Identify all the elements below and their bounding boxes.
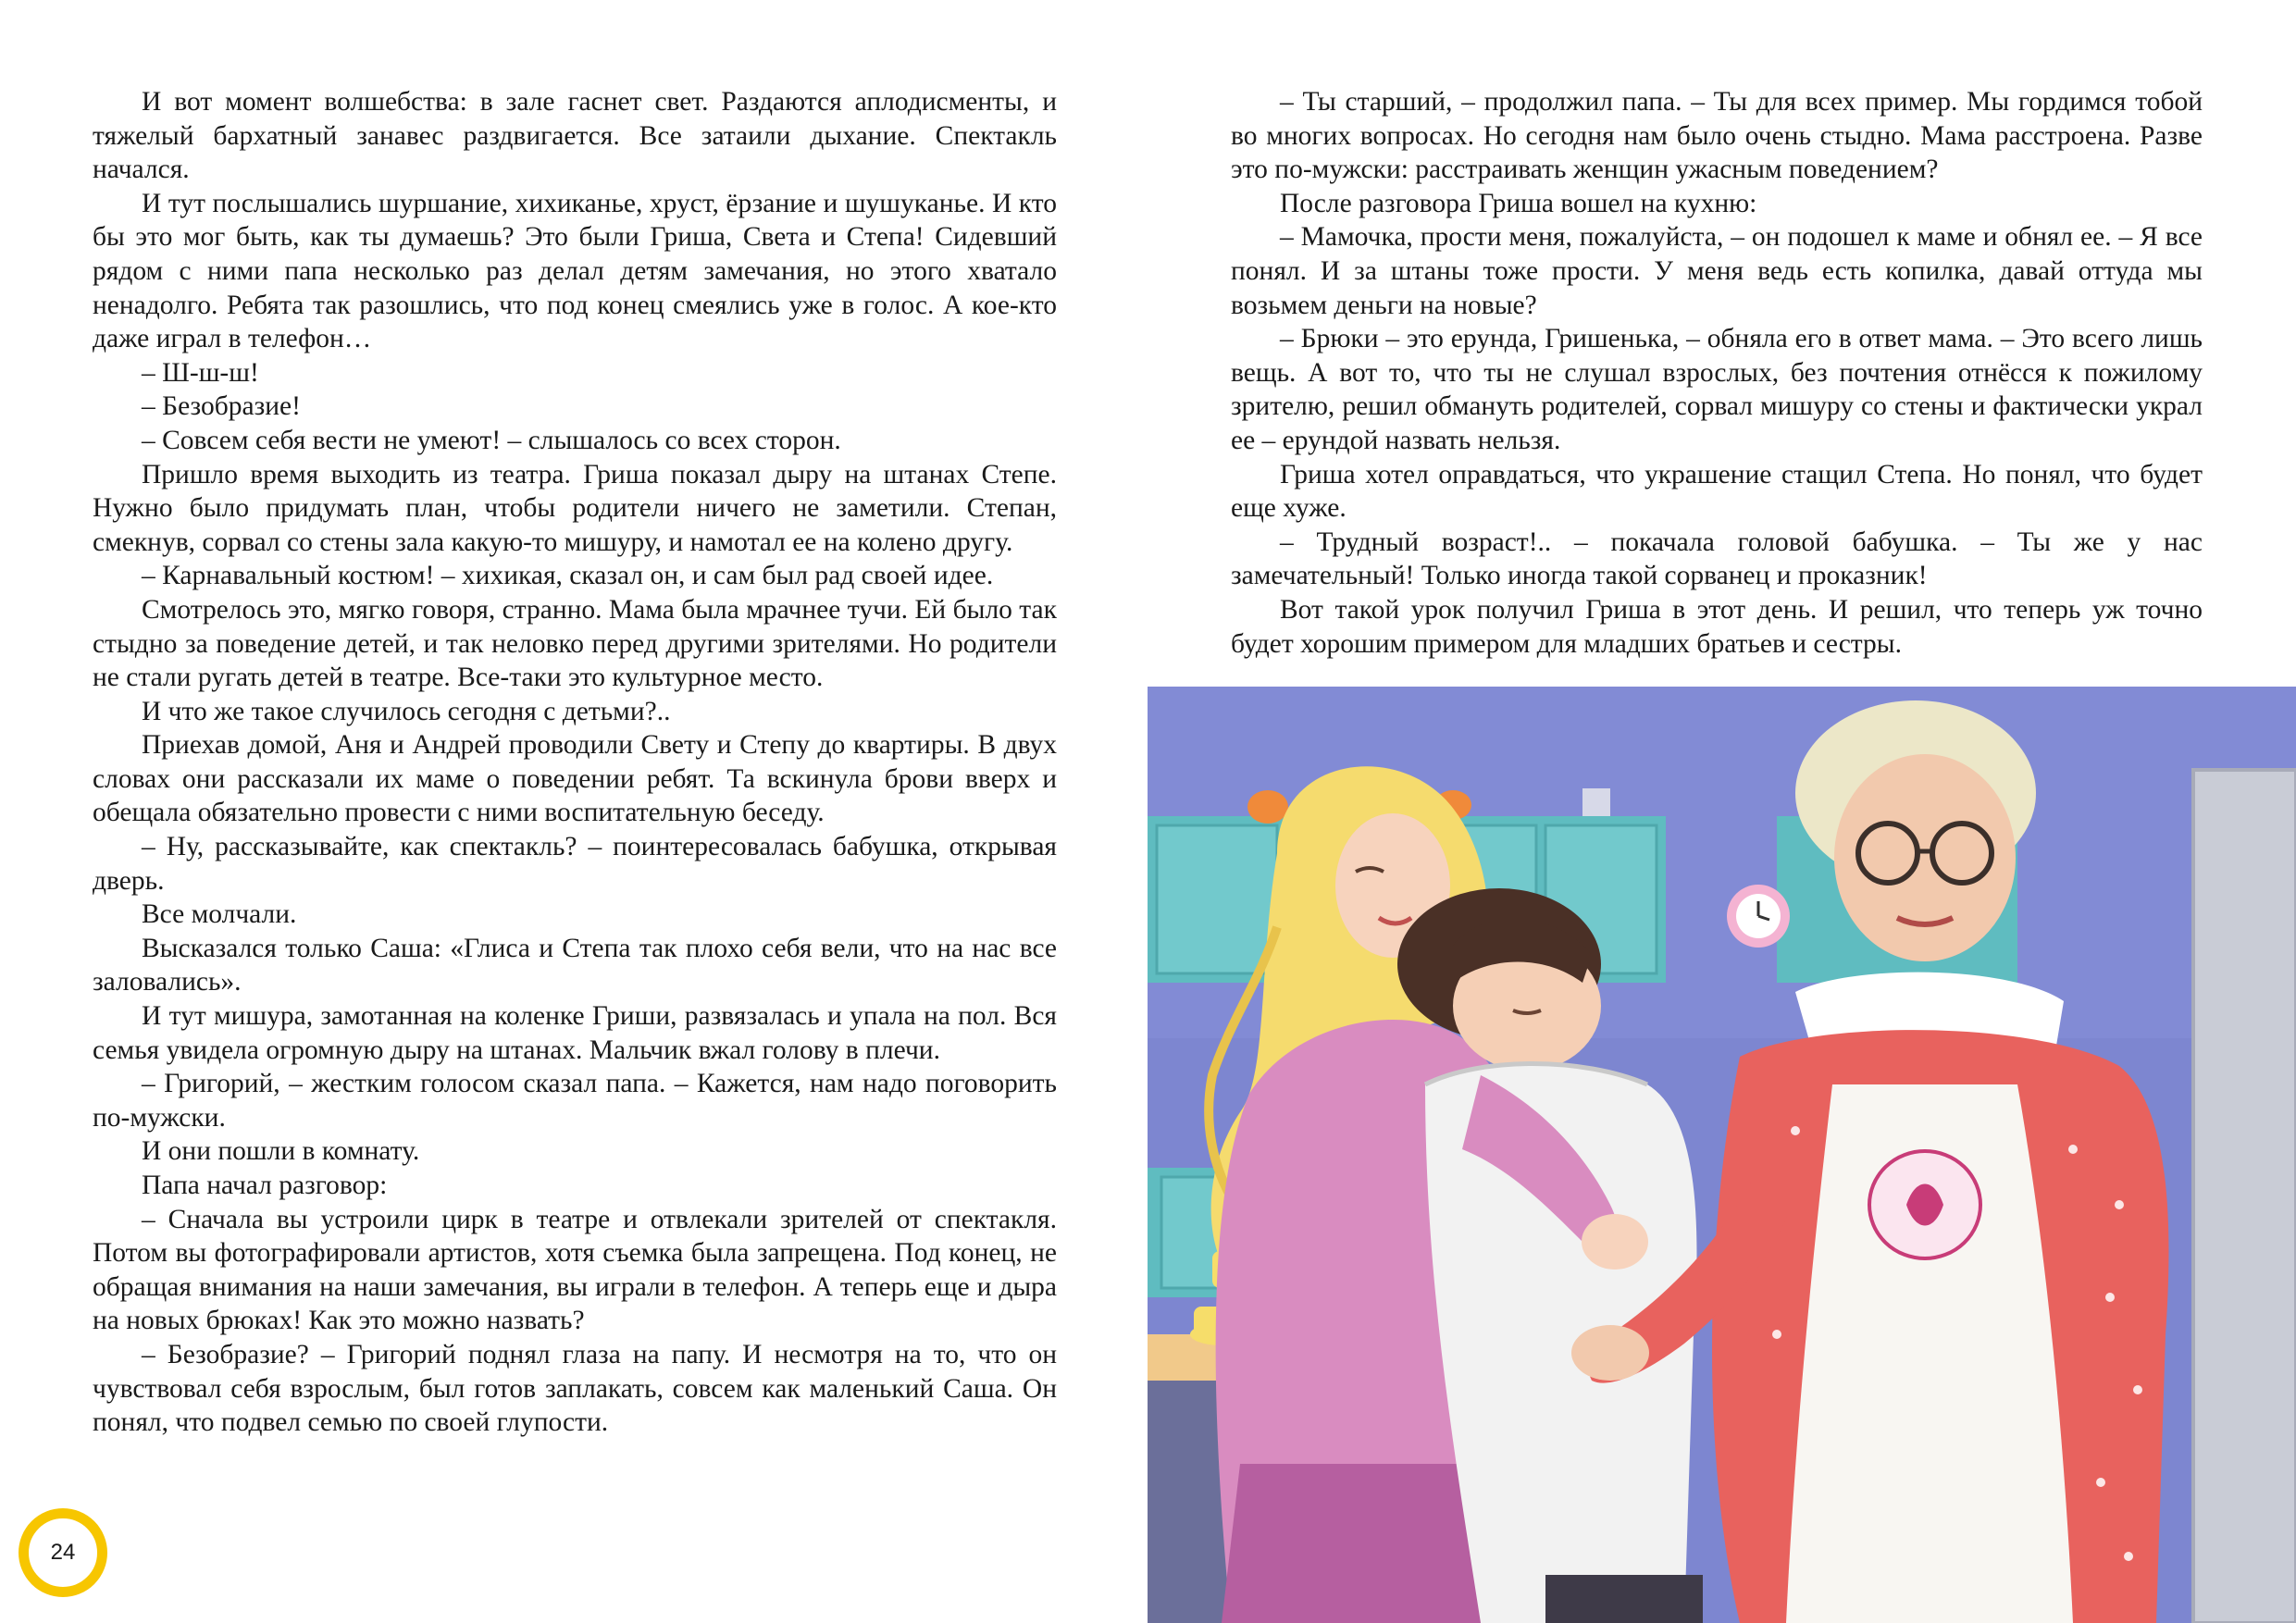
paragraph: И они пошли в комнату. (142, 1136, 420, 1167)
right-text-column (1231, 85, 2203, 661)
paragraph: – Мамочка, прости меня, пожалуйста, – он подошел к маме и обнял ее. – Я все понял. И за штаны тоже прости. У меня ведь есть копилка, давай оттуда мы возьмем деньги на новые? (1231, 222, 2203, 320)
paragraph: После разговора Гриша вошел на кухню: (1280, 188, 1757, 218)
paragraph: Высказался только Саша: «Глиса и Степа так плохо себя вели, что на нас все заловались». (93, 933, 1057, 997)
paragraph: – Совсем себя вести не умеют! – слышалось со всех сторон. (142, 425, 841, 455)
paragraph: – Безобразие? – Григорий поднял глаза на папу. И несмотря на то, что он чувствовал себя взрослым, был готов заплакать, совсем как маленький Саша. Он понял, что подвел семью по своей глупости. (93, 1339, 1057, 1438)
paragraph: Приехав домой, Аня и Андрей проводили Свету и Степу до квартиры. В двух словах они рассказали их маме о поведении ребят. Та вскинула брови вверх и обещала обязательно провести с ними воспитательную беседу. (93, 730, 1057, 828)
family-hug-illustration (1148, 687, 2296, 1623)
paragraph: – Ты старший, – продолжил папа. – Ты для всех пример. Мы гордимся тобой во многих вопросах. Но сегодня нам было очень стыдно. Мама расстроена. Разве это по-мужски: расстраивать женщин ужасным поведением? (1231, 87, 2203, 185)
paragraph: Пришло время выходить из театра. Гриша показал дыру на штанах Степе. Нужно было придумать план, чтобы родители ничего не заметили. Степан, смекнув, сорвал со стены зала какую-то мишуру, и намотал ее на колено другу. (93, 459, 1057, 557)
paragraph: – Брюки – это ерунда, Гришенька, – обняла его в ответ мама. – Это всего лишь вещь. А вот то, что ты не слушал взрослых, без почтения отнёсся к пожилому зрителю, решил обмануть родителей, сорвал мишуру со стены и фактически украл ее – ерундой назвать нельзя. (1231, 324, 2203, 455)
paragraph: – Григорий, – жестким голосом сказал папа. – Кажется, нам надо поговорить по-мужски. (93, 1069, 1057, 1133)
left-text-column (93, 85, 1057, 1440)
paragraph: – Ну, рассказывайте, как спектакль? – поинтересовалась бабушка, открывая дверь. (93, 832, 1057, 896)
paragraph: Папа начал разговор: (142, 1171, 388, 1200)
paragraph: И вот момент волшебства: в зале гаснет свет. Раздаются аплодисменты, и тяжелый бархатный занавес раздвигается. Все затаили дыхание. Спектакль начался. (93, 87, 1057, 185)
paragraph: Смотрелось это, мягко говоря, странно. Мама была мрачнее тучи. Ей было так стыдно за поведение детей, и так неловко перед другими зрителями. Но родители не стали ругать детей в театре. Все-таки это культурное место. (93, 594, 1057, 693)
paragraph: Все молчали. (142, 899, 297, 930)
paragraph: – Ш-ш-ш! (142, 357, 259, 388)
paragraph: – Сначала вы устроили цирк в театре и отвлекали зрителей от спектакля. Потом вы фотографировали артистов, хотя съемка была запрещена. Под конец, не обращая внимания на наши замечания, вы играли в телефон. А теперь еще и дыра на новых брюках! Как это можно назвать? (93, 1204, 1057, 1336)
paragraph: И тут мишура, замотанная на коленке Гриши, развязалась и упала на пол. Вся семья увидела огромную дыру на штанах. Мальчик вжал голову в плечи. (93, 1001, 1057, 1065)
paragraph: И тут послышались шуршание, хихиканье, хруст, ёрзание и шушуканье. И кто бы это мог быть, как ты думаешь? Это были Гриша, Света и Степа! Сидевший рядом с ними папа несколько раз делал детям замечания, но этого хватало ненадолго. Ребята так разошлись, что под конец смеялись уже в голос. А кое-кто даже играл в телефон… (93, 188, 1057, 354)
paragraph: – Безобразие! (142, 391, 301, 422)
paragraph: – Трудный возраст!.. – покачала головой бабушка. – Ты же у нас замечательный! Только иногда такой сорванец и проказник! (1231, 527, 2203, 591)
page-number: 24 (50, 1540, 76, 1565)
paragraph: И что же такое случилось сегодня с детьми?.. (142, 696, 671, 726)
paragraph: Вот такой урок получил Гриша в этот день. И решил, что теперь уж точно будет хорошим примером для младших братьев и сестры. (1231, 594, 2203, 659)
paragraph: Гриша хотел оправдаться, что украшение стащил Степа. Но понял, что будет еще хуже. (1231, 459, 2203, 524)
page-number-badge (19, 1508, 107, 1597)
paragraph: – Карнавальный костюм! – хихикая, сказал он, и сам был рад своей идее. (142, 561, 994, 591)
